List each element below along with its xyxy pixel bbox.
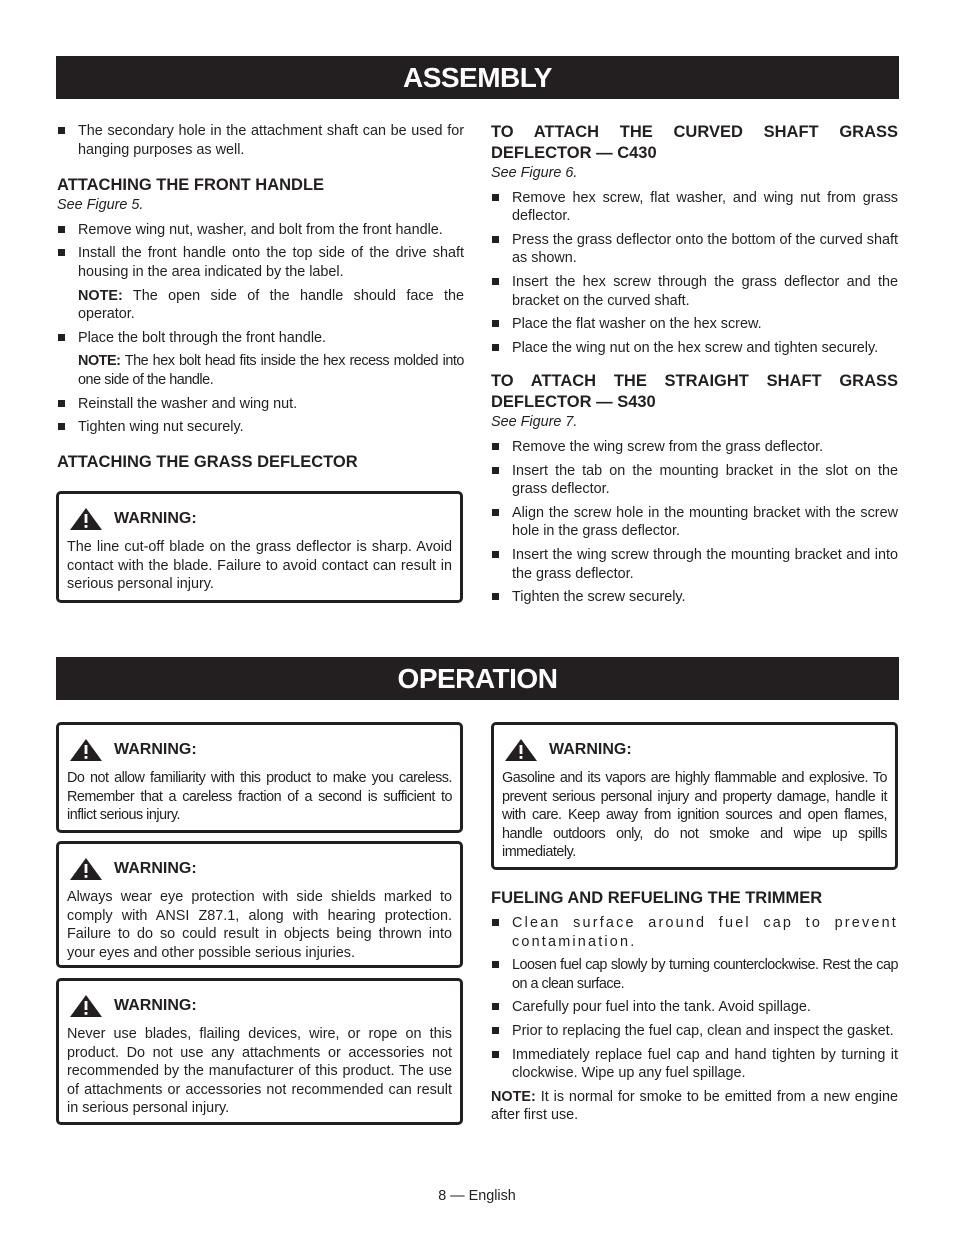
list-item-text: Remove wing nut, washer, and bolt from the front handle. [78,221,443,238]
warning-label: WARNING: [549,740,632,758]
list-item-text: Loosen fuel cap slowly by turning counterclockwise. Rest the cap on a clean surface. [512,957,898,992]
bullet-square-icon [492,320,499,327]
bullet-square-icon [58,423,65,430]
list-item-text: The secondary hole in the attachment shaft can be used for hanging purposes as well. [78,123,464,158]
list-item-text: Place the bolt through the front handle. [78,329,327,346]
list-item [491,956,898,993]
warning-box-gasoline [491,722,898,870]
fueling-section [491,888,898,1125]
note-label: NOTE: [78,287,123,304]
list-item-text: Tighten the screw securely. [512,589,686,606]
list-item [491,438,898,457]
list-item-text: Install the front handle onto the top side of the drive shaft housing in the area indicated by the label. [78,245,464,280]
list-item [491,1022,898,1041]
bullet-square-icon [58,127,65,134]
see-figure-5: See Figure 5. [57,197,144,214]
bullet-square-icon [492,1003,499,1010]
note-text: It is normal for smoke to be emitted from a new engine after first use. [491,1088,898,1124]
warning-header [67,508,452,530]
bullet-square-icon [492,919,499,926]
see-figure-7: See Figure 7. [491,414,578,431]
warning-text: Gasoline and its vapors are highly flammable and explosive. To prevent serious personal injury and property damage, handle it with care. Keep away from ignition sources and open flames, handle outdoors only, do not smoke and wipe up spills immediately. [502,770,887,861]
list-item [491,315,898,334]
list-item [491,189,898,226]
list-item [491,231,898,268]
note-label: NOTE: [78,353,121,370]
list-item [491,339,898,358]
bullet-square-icon [492,443,499,450]
assembly-right-column [491,122,898,612]
note-text: The hex bolt head fits inside the hex recess molded into one side of the handle. [78,353,464,388]
list-item [491,998,898,1017]
list-item-text: Remove hex screw, flat washer, and wing nut from grass deflector. [512,189,898,225]
assembly-left-column [57,122,464,473]
list-item [491,914,898,951]
warning-label: WARNING: [114,996,197,1014]
list-item-text: Prior to replacing the fuel cap, clean and inspect the gasket. [512,1022,894,1039]
list-item-text: Insert the wing screw through the mounting bracket and into the grass deflector. [512,546,898,582]
bullet-square-icon [492,194,499,201]
warning-header [67,739,452,761]
warning-triangle-icon [69,994,103,1018]
grass-deflector-heading: ATTACHING THE GRASS DEFLECTOR [57,452,358,471]
list-item-text: Remove the wing screw from the grass deflector. [512,438,824,455]
list-item [491,1046,898,1083]
list-item-text: Insert the tab on the mounting bracket in the slot on the grass deflector. [512,462,898,498]
list-item-text: Reinstall the washer and wing nut. [78,395,298,412]
bullet-square-icon [492,1027,499,1034]
bullet-square-icon [492,551,499,558]
warning-header [67,995,452,1017]
bullet-square-icon [492,278,499,285]
warning-header [67,858,452,880]
list-item [57,244,464,281]
warning-box-eye-protection [56,841,463,968]
straight-deflector-heading: TO ATTACH THE STRAIGHT SHAFT GRASS DEFLECTOR — S430 [491,372,898,412]
warning-text: The line cut-off blade on the grass deflector is sharp. Avoid contact with the blade. Failure to avoid contact can result in serious personal injury. [67,539,452,593]
list-item-text: Tighten wing nut securely. [78,419,244,436]
bullet-square-icon [492,593,499,600]
bullet-square-icon [492,467,499,474]
warning-box-blade [56,491,463,603]
list-item-text: Press the grass deflector onto the bottom of the curved shaft as shown. [512,231,898,267]
bullet-square-icon [58,400,65,407]
bullet-square-icon [492,509,499,516]
warning-text: Always wear eye protection with side shields marked to comply with ANSI Z87.1, along with hearing protection. Failure to do so could result in objects being thrown into your eyes and other possible serious injuries. [67,889,452,961]
list-item-text: Clean surface around fuel cap to prevent contamination. [512,915,898,950]
list-item [491,462,898,499]
warning-text: Never use blades, flailing devices, wire, or rope on this product. Do not use any attachments or accessories not recommended by the manufacturer of this product. The use of attachments or accessories not recommended can result in serious personal injury. [67,1026,452,1117]
list-item [491,588,898,607]
list-item-text: Place the wing nut on the hex screw and tighten securely. [512,339,879,356]
warning-triangle-icon [69,857,103,881]
list-item-text: Align the screw hole in the mounting bracket with the screw hole in the grass deflector. [512,504,898,540]
list-item [491,546,898,583]
bullet-square-icon [58,249,65,256]
warning-label: WARNING: [114,740,197,758]
warning-label: WARNING: [114,859,197,877]
list-item-text: Place the flat washer on the hex screw. [512,316,762,333]
warning-triangle-icon [69,507,103,531]
warning-box-attachments [56,978,463,1125]
bullet-square-icon [492,236,499,243]
list-item [491,273,898,310]
list-item [57,221,464,240]
list-item [57,122,464,159]
warning-triangle-icon [504,738,538,762]
warning-header [502,739,887,761]
bullet-square-icon [492,961,499,968]
list-item-text: Insert the hex screw through the grass deflector and the bracket on the curved shaft. [512,273,898,309]
warning-label: WARNING: [114,509,197,527]
see-figure-6: See Figure 6. [491,165,578,181]
note-text: The open side of the handle should face the operator. [78,287,464,323]
warning-triangle-icon [69,738,103,762]
list-item [57,418,464,437]
note [57,287,464,324]
note-label: NOTE: [491,1088,536,1105]
bullet-square-icon [58,226,65,233]
bullet-square-icon [492,1051,499,1058]
warning-box-familiarity [56,722,463,833]
warning-text: Do not allow familiarity with this product to make you careless. Remember that a careless fraction of a second is sufficient to inflict serious injury. [67,770,452,824]
fueling-note [491,1088,898,1125]
front-handle-heading: ATTACHING THE FRONT HANDLE [57,176,325,195]
list-item [57,329,464,348]
curved-deflector-heading: TO ATTACH THE CURVED SHAFT GRASS DEFLECTOR — C430 [491,123,898,162]
list-item [491,504,898,541]
bullet-square-icon [492,344,499,351]
bullet-square-icon [58,334,65,341]
list-item-text: Carefully pour fuel into the tank. Avoid spillage. [512,999,811,1016]
operation-banner: OPERATION [56,657,899,700]
note [57,352,464,389]
list-item-text: Immediately replace fuel cap and hand tighten by turning it clockwise. Wipe up any fuel spillage. [512,1046,898,1082]
fueling-heading: FUELING AND REFUELING THE TRIMMER [491,889,823,907]
list-item [57,395,464,414]
page-footer: 8 — English [438,1188,516,1204]
assembly-banner: ASSEMBLY [56,56,899,99]
